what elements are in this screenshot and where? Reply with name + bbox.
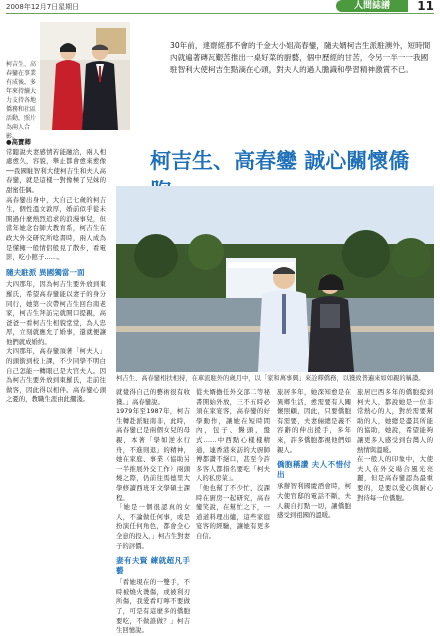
paragraph: 大四那年，高春鑾頂著「柯夫人」的頭銜到校上課，不少同學不明白自己怎能一轉眼已是大官夫人。因為柯吉生要外放到東羅氏，走前往做客，因此得以相伴。高春鑾心頭之憂的，教職生涯由此擱淺。 <box>6 347 106 404</box>
paragraph: 承辦智利國慶酒會時，柯大使官邸的電話不斷，夫人親自打點一切，讓僑胞感受到祖國的溫暖。 <box>277 482 351 520</box>
paragraph: 「他也幫了不少忙，沒課時在廚房一起研究，高春鑾笑說，在幫忙之下，一道道料理出爐，這些家庭宴客的經驗，讓她有更多自信。 <box>196 483 270 540</box>
paragraph: 高春鑾出身中，大自己七歲的柯吉生，個性溫文敦厚，婚前似乎從未開過什麼熱烈追求的浪漫事兒，但當年她念台師大教育系，柯吉生在政大外交研究所唸書時，兩人成為是懂擁一般情侶般見了散步，看電影，吃小館子……。 <box>6 195 106 262</box>
paragraph: 旅居巴西多年的僑胞提到柯夫人，都說她是一位非常熱心的人，對於需要幫助的人，她總是盡其所能的協助，她說，希望能夠讓更多人感受到台灣人的熱情與溫暖。 <box>357 388 433 454</box>
paragraph: 從夫婿擔任外交部二等秘書開始外放，三不五時必須在家宴客，高春鑾的好學動作，讓她在短時間內，包子、饅頭，盤式……中西點心樣樣精通，連香港來訪的大廚師傅都讚不絕口，甚至今許多客人都指名要吃「柯夫人的私房菜」。 <box>196 388 270 483</box>
paragraph: 大四那年，因為柯吉生要外放到東羅氏，希望高春鑾能以妻子的身分同行，她第一次帶柯吉生回台南老家，柯吉生拜訪完就開口提親，高爸爸一看柯吉生相貌堂堂，為人忠厚，立刻就應允了婚事，還就便讓他們就成婚約。 <box>6 280 106 346</box>
column-1 <box>6 138 106 606</box>
lead-paragraph: 30年前，達齋經那不會的千金大小姐高春鑾，隨夫婿柯吉生派駐澳外，短時間內就遍著磚瓦艱苦推出一桌好菜的廚藝，個中歷經的甘苦，令另一半一一我國駐智利大使柯吉生點滴在心頭，對夫人的過人膽識和學習精神激賞不已。 <box>170 41 431 74</box>
paragraph: 「她是一個很認真的女人，不論做任何事，或是扮演任何角色，都會全心全意的投入，」柯吉生對妻子的評價。 <box>116 503 190 550</box>
paragraph: 在一般人的印象中，大使夫人在外交場合風光亮麗，但是高春鑾認為最重要的，是要以愛心與耐心對待每一位僑胞。 <box>357 455 433 502</box>
paragraph: 常聽說夫妻感情若能融洽，兩人相處愈久，容貌，舉止都會愈來愈像──我國駐智利大使柯吉生和夫人高春鑾，就是這樣一對像極了兄妹的甜蜜佳偶。 <box>6 147 106 194</box>
subheading: 僑胞稱讚 夫人不惜付出 <box>277 460 351 479</box>
column-2 <box>116 388 190 635</box>
couple-photo-waterfall <box>116 186 434 372</box>
paragraph: 1979年至1987年，柯吉生轉赴派駐南非，此時，高春鑾已是兩個女兒的母親，本著「學如逆水行舟，不進則退」的精神，她在家庭、事業（協助另一半推展外交工作）兩頭燒之際，仍前往馬德里大學修讀西班牙文學碩士課程。 <box>116 407 190 502</box>
couple-photo-top <box>40 22 130 130</box>
column-4 <box>277 388 351 606</box>
section-badge: 人間誌譜 <box>336 0 408 12</box>
page-header <box>0 0 440 12</box>
paragraph: 旅居多年，她深知愈是在異鄉生活，愈需要有人關懷照顧，因此，只要僑胞有需要，夫妻倆總是義不容辭的伸出援手，多年來，許多僑胞都視他們如親人。 <box>277 388 351 454</box>
header-rule <box>6 13 434 14</box>
subheading: 妻有夫賢 練就超凡手藝 <box>116 556 190 575</box>
paragraph: 「看她現在的一雙手，不時被燒火燙傷，或被利刃所傷，我愛看叮嚀不要做了，可是有這麼多的僑胞要吃，不做誰做？」柯吉生回憶說。 <box>116 578 190 635</box>
page-number: 11 <box>417 0 434 13</box>
column-3 <box>196 388 270 606</box>
paragraph: 就覺得自己的藝術很有收獲。」高春鑾說。 <box>116 388 190 406</box>
issue-date: 2008年12月7日星期日 <box>6 3 80 11</box>
big-photo-caption: 柯吉生、高春鑾相扶相持，在車流駐外的歲月中，以「家和萬事興」來詮釋僑務，以獲致普遍來如如親的稱讚。 <box>116 375 425 382</box>
column-5 <box>357 388 433 606</box>
top-photo-caption: 柯吉生、高春鑾在事業有成後，多年來持續大力支持各地僑務和社區活動，照片為兩人合影。 <box>6 61 37 140</box>
byline: ●高寶卿 <box>6 138 31 146</box>
article-headline: 柯吉生、高春鑾 誠心關懷僑 <box>150 148 410 173</box>
subheading: 隨夫駐派 異國獨當一面 <box>6 267 85 277</box>
